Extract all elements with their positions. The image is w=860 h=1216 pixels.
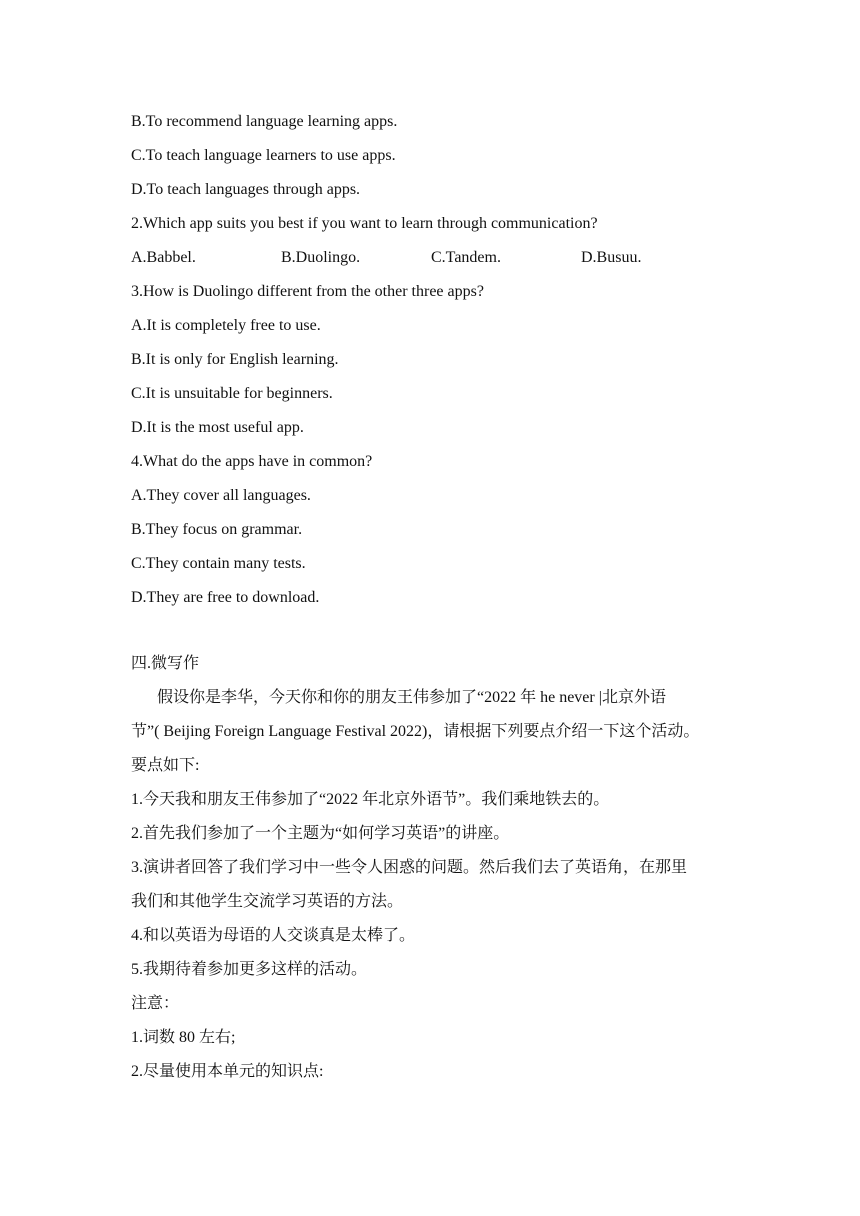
- q3-option-d: D.It is the most useful app.: [131, 419, 304, 436]
- section-heading: 四.微写作: [131, 655, 200, 672]
- note-item: 2.尽量使用本单元的知识点:: [131, 1063, 324, 1080]
- q1-option-d: D.To teach languages through apps.: [131, 181, 361, 198]
- q3-option-b: B.It is only for English learning.: [131, 351, 339, 368]
- q3-option-a: A.It is completely free to use.: [131, 317, 321, 334]
- prompt-line-2: 节”( Beijing Foreign Language Festival 2022)，请根据下列要点介绍一下这个活动。: [131, 723, 700, 740]
- q4-option-d: D.They are free to download.: [131, 589, 320, 606]
- q2-question: 2.Which app suits you best if you want to learn through communication?: [131, 215, 598, 232]
- q2-option-d: D.Busuu.: [581, 249, 642, 266]
- point-item: 1.今天我和朋友王伟参加了“2022 年北京外语节”。我们乘地铁去的。: [131, 791, 610, 808]
- q1-option-c: C.To teach language learners to use apps.: [131, 147, 396, 164]
- point-item: 5.我期待着参加更多这样的活动。: [131, 961, 368, 978]
- q3-question: 3.How is Duolingo different from the other three apps?: [131, 283, 484, 300]
- notes-label: 注意：: [131, 995, 180, 1012]
- q3-option-c: C.It is unsuitable for beginners.: [131, 385, 333, 402]
- q4-option-c: C.They contain many tests.: [131, 555, 306, 572]
- points-label: 要点如下:: [131, 757, 200, 774]
- note-item: 1.词数 80 左右;: [131, 1029, 236, 1046]
- point-item: 2.首先我们参加了一个主题为“如何学习英语”的讲座。: [131, 825, 510, 842]
- q4-option-a: A.They cover all languages.: [131, 487, 311, 504]
- q2-option-c: C.Tandem.: [431, 249, 501, 266]
- point-item: 4.和以英语为母语的人交谈真是太棒了。: [131, 927, 416, 944]
- q2-option-b: B.Duolingo.: [281, 249, 361, 266]
- q1-option-b: B.To recommend language learning apps.: [131, 113, 398, 130]
- prompt-line-1: 假设你是李华，今天你和你的朋友王伟参加了“2022 年 he never |北京外语: [157, 689, 666, 706]
- point-item-continued: 我们和其他学生交流学习英语的方法。: [131, 893, 404, 910]
- q4-question: 4.What do the apps have in common?: [131, 453, 373, 470]
- q4-option-b: B.They focus on grammar.: [131, 521, 303, 538]
- point-item: 3.演讲者回答了我们学习中一些令人困惑的问题。然后我们去了英语角，在那里: [131, 859, 688, 876]
- q2-option-a: A.Babbel.: [131, 249, 196, 266]
